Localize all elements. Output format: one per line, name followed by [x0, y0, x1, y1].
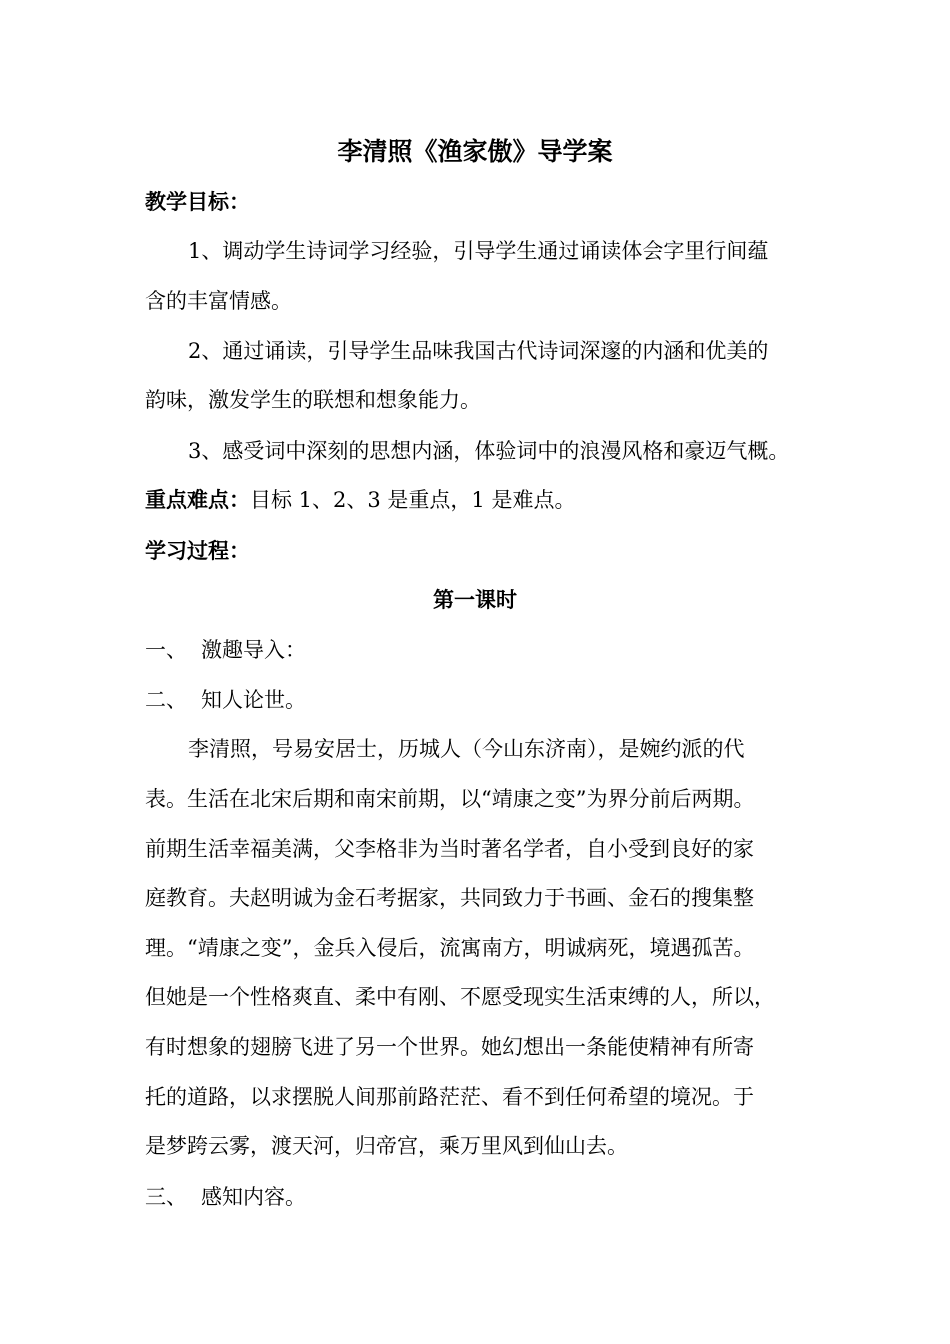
process-heading: 学习过程：	[145, 539, 250, 563]
section-2-text: 知人论世。	[201, 688, 306, 712]
biography-line-6: 但她是一个性格爽直、柔中有刚、不愿受现实生活束缚的人，所以，	[145, 985, 775, 1009]
section-2-number: 二、	[145, 688, 187, 712]
objective-1-line-1: 1、调动学生诗词学习经验，引导学生通过诵读体会字里行间蕴	[188, 239, 769, 263]
biography-line-4: 庭教育。夫赵明诚为金石考据家，共同致力于书画、金石的搜集整	[145, 886, 754, 910]
objective-2-line-2: 韵味，激发学生的联想和想象能力。	[145, 388, 481, 412]
objective-1-line-2: 含的丰富情感。	[145, 289, 292, 313]
objective-2-line-1: 2、通过诵读，引导学生品味我国古代诗词深邃的内涵和优美的	[188, 339, 769, 363]
biography-line-2: 表。生活在北宋后期和南宋前期，以“靖康之变”为界分前后两期。	[145, 787, 755, 811]
biography-line-5: 理。“靖康之变”，金兵入侵后，流寓南方，明诚病死，境遇孤苦。	[145, 936, 755, 960]
objectives-heading: 教学目标：	[145, 190, 250, 214]
section-2	[145, 685, 825, 715]
section-1-text: 激趣导入：	[201, 638, 306, 662]
biography-line-8: 托的道路，以求摆脱人间那前路茫茫、看不到任何希望的境况。于	[145, 1085, 754, 1109]
section-3-number: 三、	[145, 1185, 187, 1209]
section-3	[145, 1182, 825, 1212]
section-1-number: 一、	[145, 638, 187, 662]
key-points-text: 目标 1、2、3 是重点，1 是难点。	[250, 488, 576, 512]
key-points-label: 重点难点：	[145, 488, 250, 512]
biography-line-9: 是梦跨云雾，渡天河，归帝宫，乘万里风到仙山去。	[145, 1134, 628, 1158]
biography-line-1: 李清照，号易安居士，历城人（今山东济南），是婉约派的代	[188, 737, 745, 761]
document-title: 李清照《渔家傲》导学案	[337, 137, 613, 166]
section-1	[145, 635, 825, 665]
objective-3-line-1: 3、感受词中深刻的思想内涵，体验词中的浪漫风格和豪迈气概。	[188, 439, 790, 463]
biography-line-7: 有时想象的翅膀飞进了另一个世界。她幻想出一条能使精神有所寄	[145, 1035, 754, 1059]
key-points	[145, 485, 825, 515]
lesson-title: 第一课时	[433, 588, 517, 612]
biography-line-3: 前期生活幸福美满，父李格非为当时著名学者，自小受到良好的家	[145, 837, 754, 861]
section-3-text: 感知内容。	[201, 1185, 306, 1209]
